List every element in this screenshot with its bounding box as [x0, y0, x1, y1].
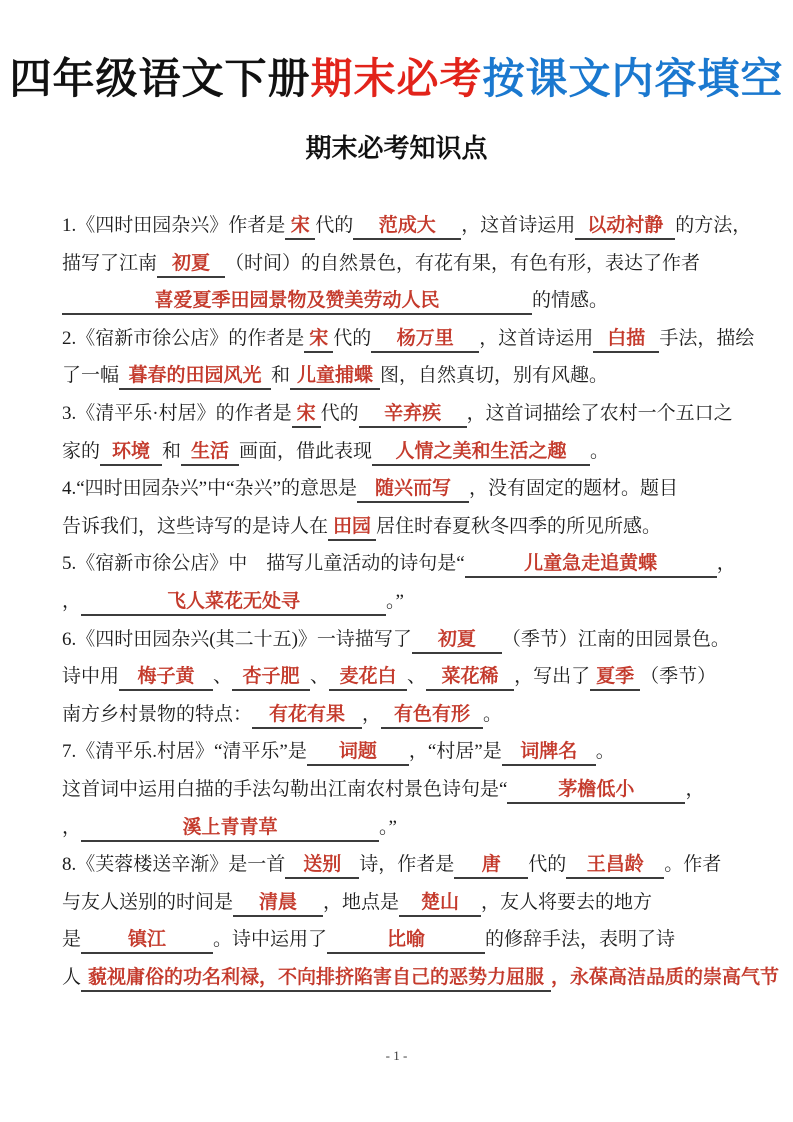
question-text: 的方法，	[675, 215, 752, 236]
question-text: 手法，描绘	[659, 327, 755, 349]
answer-blank: 生活	[181, 440, 239, 466]
answer-blank: 喜爱夏季田园景物及赞美劳动人民	[62, 289, 532, 315]
page-number: - 1 -	[385, 1048, 408, 1063]
question-1-line-1	[62, 207, 752, 245]
answer-blank: 杏子肥	[232, 665, 310, 691]
question-text: 6.《四时田园杂兴(其二十五)》一诗描写了	[62, 628, 412, 650]
question-text: 的修辞手法，表明了诗	[485, 929, 676, 951]
question-text: ，“村居”是	[408, 741, 502, 763]
question-6-line-3	[62, 696, 738, 734]
question-8-line-1	[62, 846, 738, 884]
question-5-line-2	[62, 583, 738, 621]
answer-blank: 人情之美和生活之趣	[372, 440, 590, 466]
answer-blank: 以动衬静	[575, 214, 675, 240]
question-text: 人	[62, 966, 82, 988]
answer-blank: 宋	[304, 327, 333, 353]
question-text: 代的	[333, 327, 372, 349]
answer-blank: 田园	[328, 515, 376, 541]
answer-blank: 初夏	[157, 252, 225, 278]
answer-blank: 词题	[307, 740, 409, 766]
answer-blank: 麦花白	[329, 665, 407, 691]
question-text: ，	[685, 778, 705, 800]
question-text: 告诉我们，这些诗写的是诗人在	[62, 515, 329, 537]
question-text: （时间）的自然景色，有花有果，有色有形，表达了作者	[225, 252, 701, 274]
answer-blank: 菜花稀	[426, 665, 514, 691]
question-text: ，这首诗运用	[479, 327, 594, 349]
answer-blank: 杨万里	[371, 327, 479, 353]
question-text: ，这首词描绘了农村一个五口之	[466, 402, 733, 424]
answer-blank: 范成大	[353, 214, 461, 240]
question-text: 的情感。	[532, 290, 609, 312]
answer-blank: 楚山	[399, 891, 481, 917]
title-segment-blue: 按课文内容填空	[482, 55, 784, 102]
question-8-line-3	[62, 921, 738, 959]
question-2-line-2	[62, 357, 738, 395]
question-2-line-1	[62, 320, 755, 358]
question-text: 2.《宿新市徐公店》的作者是	[62, 327, 305, 349]
question-text: （季节）	[640, 666, 717, 688]
answer-blank: 暮春的田园风光	[119, 364, 271, 390]
answer-blank: 唐	[454, 853, 528, 879]
question-text: 。	[595, 741, 615, 763]
answer-blank: 送别	[285, 853, 359, 879]
answer-blank: 飞人菜花无处寻	[81, 590, 386, 616]
question-7-line-2	[62, 771, 738, 809]
question-text: ，	[62, 590, 82, 612]
answer-blank: 藐视庸俗的功名利禄，不向排挤陷害自己的恶势力屈服	[81, 966, 551, 992]
answer-blank: 梅子黄	[119, 665, 213, 691]
questions	[62, 207, 780, 996]
question-text: 5.《宿新市徐公店》中 描写儿童活动的诗句是“	[62, 553, 465, 575]
answer-blank: 辛弃疾	[359, 402, 467, 428]
question-text: ，	[362, 703, 382, 725]
question-text: 与友人送别的时间是	[62, 891, 234, 913]
question-text: 1.《四时田园杂兴》作者是	[62, 215, 286, 236]
question-text: 、	[310, 666, 330, 688]
question-text: 是	[62, 929, 82, 951]
answer-blank: 有色有形	[381, 703, 483, 729]
question-text: 3.《清平乐·村居》的作者是	[62, 402, 292, 424]
question-text: 代的	[315, 215, 354, 236]
subtitle: 期末必考知识点	[305, 133, 488, 163]
question-text: 了一幅	[62, 365, 120, 387]
answer-blank: 白描	[593, 327, 659, 353]
question-text: 。诗中运用了	[213, 929, 328, 951]
answer-blank: 王昌龄	[566, 853, 664, 879]
question-3-line-1	[62, 395, 738, 433]
answer-blank: 溪上青青草	[81, 816, 379, 842]
question-1-line-2	[62, 245, 738, 283]
question-text: 家的	[62, 440, 101, 462]
title-segment-red: 期末必考	[310, 55, 483, 102]
question-text: 。”	[386, 590, 404, 612]
question-text: 诗中用	[62, 666, 120, 688]
question-3-line-2	[62, 433, 738, 471]
answer-blank: 环境	[100, 440, 162, 466]
question-6-line-2	[62, 658, 738, 696]
answer-blank: 茅檐低小	[507, 778, 685, 804]
question-text: 。	[590, 440, 610, 462]
answer-blank: 镇江	[81, 928, 213, 954]
question-text: ，没有固定的题材。题目	[468, 478, 678, 500]
question-7-line-3	[62, 809, 738, 847]
question-text: 诗，作者是	[359, 854, 455, 876]
answer-blank: 儿童捕蝶	[290, 364, 380, 390]
question-text: 。”	[379, 816, 397, 838]
question-text: 代的	[528, 854, 567, 876]
question-text: （季节）江南的田园景色。	[501, 628, 730, 650]
question-text: ，地点是	[323, 891, 400, 913]
answer-blank: 宋	[292, 402, 321, 428]
answer-text: ，永葆高洁品质的崇高气节	[551, 966, 780, 988]
question-8-line-4	[62, 959, 780, 997]
question-1-line-3	[62, 282, 738, 320]
answer-blank: 初夏	[412, 628, 502, 654]
question-text: 和	[271, 365, 291, 387]
question-text: 、	[407, 666, 427, 688]
question-text: ，友人将要去的地方	[481, 891, 653, 913]
answer-blank: 夏季	[590, 665, 640, 691]
question-text: ，写出了	[514, 666, 591, 688]
answer-blank: 儿童急走追黄蝶	[465, 552, 717, 578]
question-text: 。	[483, 703, 503, 725]
question-text: 南方乡村景物的特点：	[62, 703, 253, 725]
title-segment-black: 四年级语文下册	[9, 55, 311, 102]
question-text: 图，自然真切，别有风趣。	[380, 365, 609, 387]
answer-blank: 词牌名	[502, 740, 596, 766]
question-text: 描写了江南	[62, 252, 158, 274]
question-text: 代的	[320, 402, 359, 424]
question-text: 。作者	[664, 854, 722, 876]
question-text: 8.《芙蓉楼送辛渐》是一首	[62, 854, 286, 876]
question-text: 画面，借此表现	[239, 440, 373, 462]
answer-blank: 比喻	[327, 928, 485, 954]
question-text: 这首词中运用白描的手法勾勒出江南农村景色诗句是“	[62, 778, 508, 800]
question-8-line-2	[62, 884, 738, 922]
question-text: 和	[162, 440, 182, 462]
answer-blank: 有花有果	[252, 703, 362, 729]
question-text: ，	[62, 816, 82, 838]
question-5-line-1	[62, 545, 738, 583]
question-text: ，	[716, 553, 736, 575]
page-title	[0, 46, 793, 106]
question-text: ，这首诗运用	[461, 215, 576, 236]
question-text: 、	[213, 666, 233, 688]
answer-blank: 清晨	[233, 891, 323, 917]
question-4-line-2	[62, 508, 738, 546]
question-7-line-1	[62, 733, 738, 771]
question-text: 7.《清平乐.村居》“清平乐”是	[62, 741, 307, 763]
question-6-line-1	[62, 621, 738, 659]
answer-blank: 随兴而写	[357, 477, 469, 503]
answer-blank: 宋	[285, 214, 315, 240]
question-4-line-1	[62, 470, 738, 508]
question-text: 4.“四时田园杂兴”中“杂兴”的意思是	[62, 478, 357, 500]
question-text: 居住时春夏秋冬四季的所见所感。	[376, 515, 662, 537]
